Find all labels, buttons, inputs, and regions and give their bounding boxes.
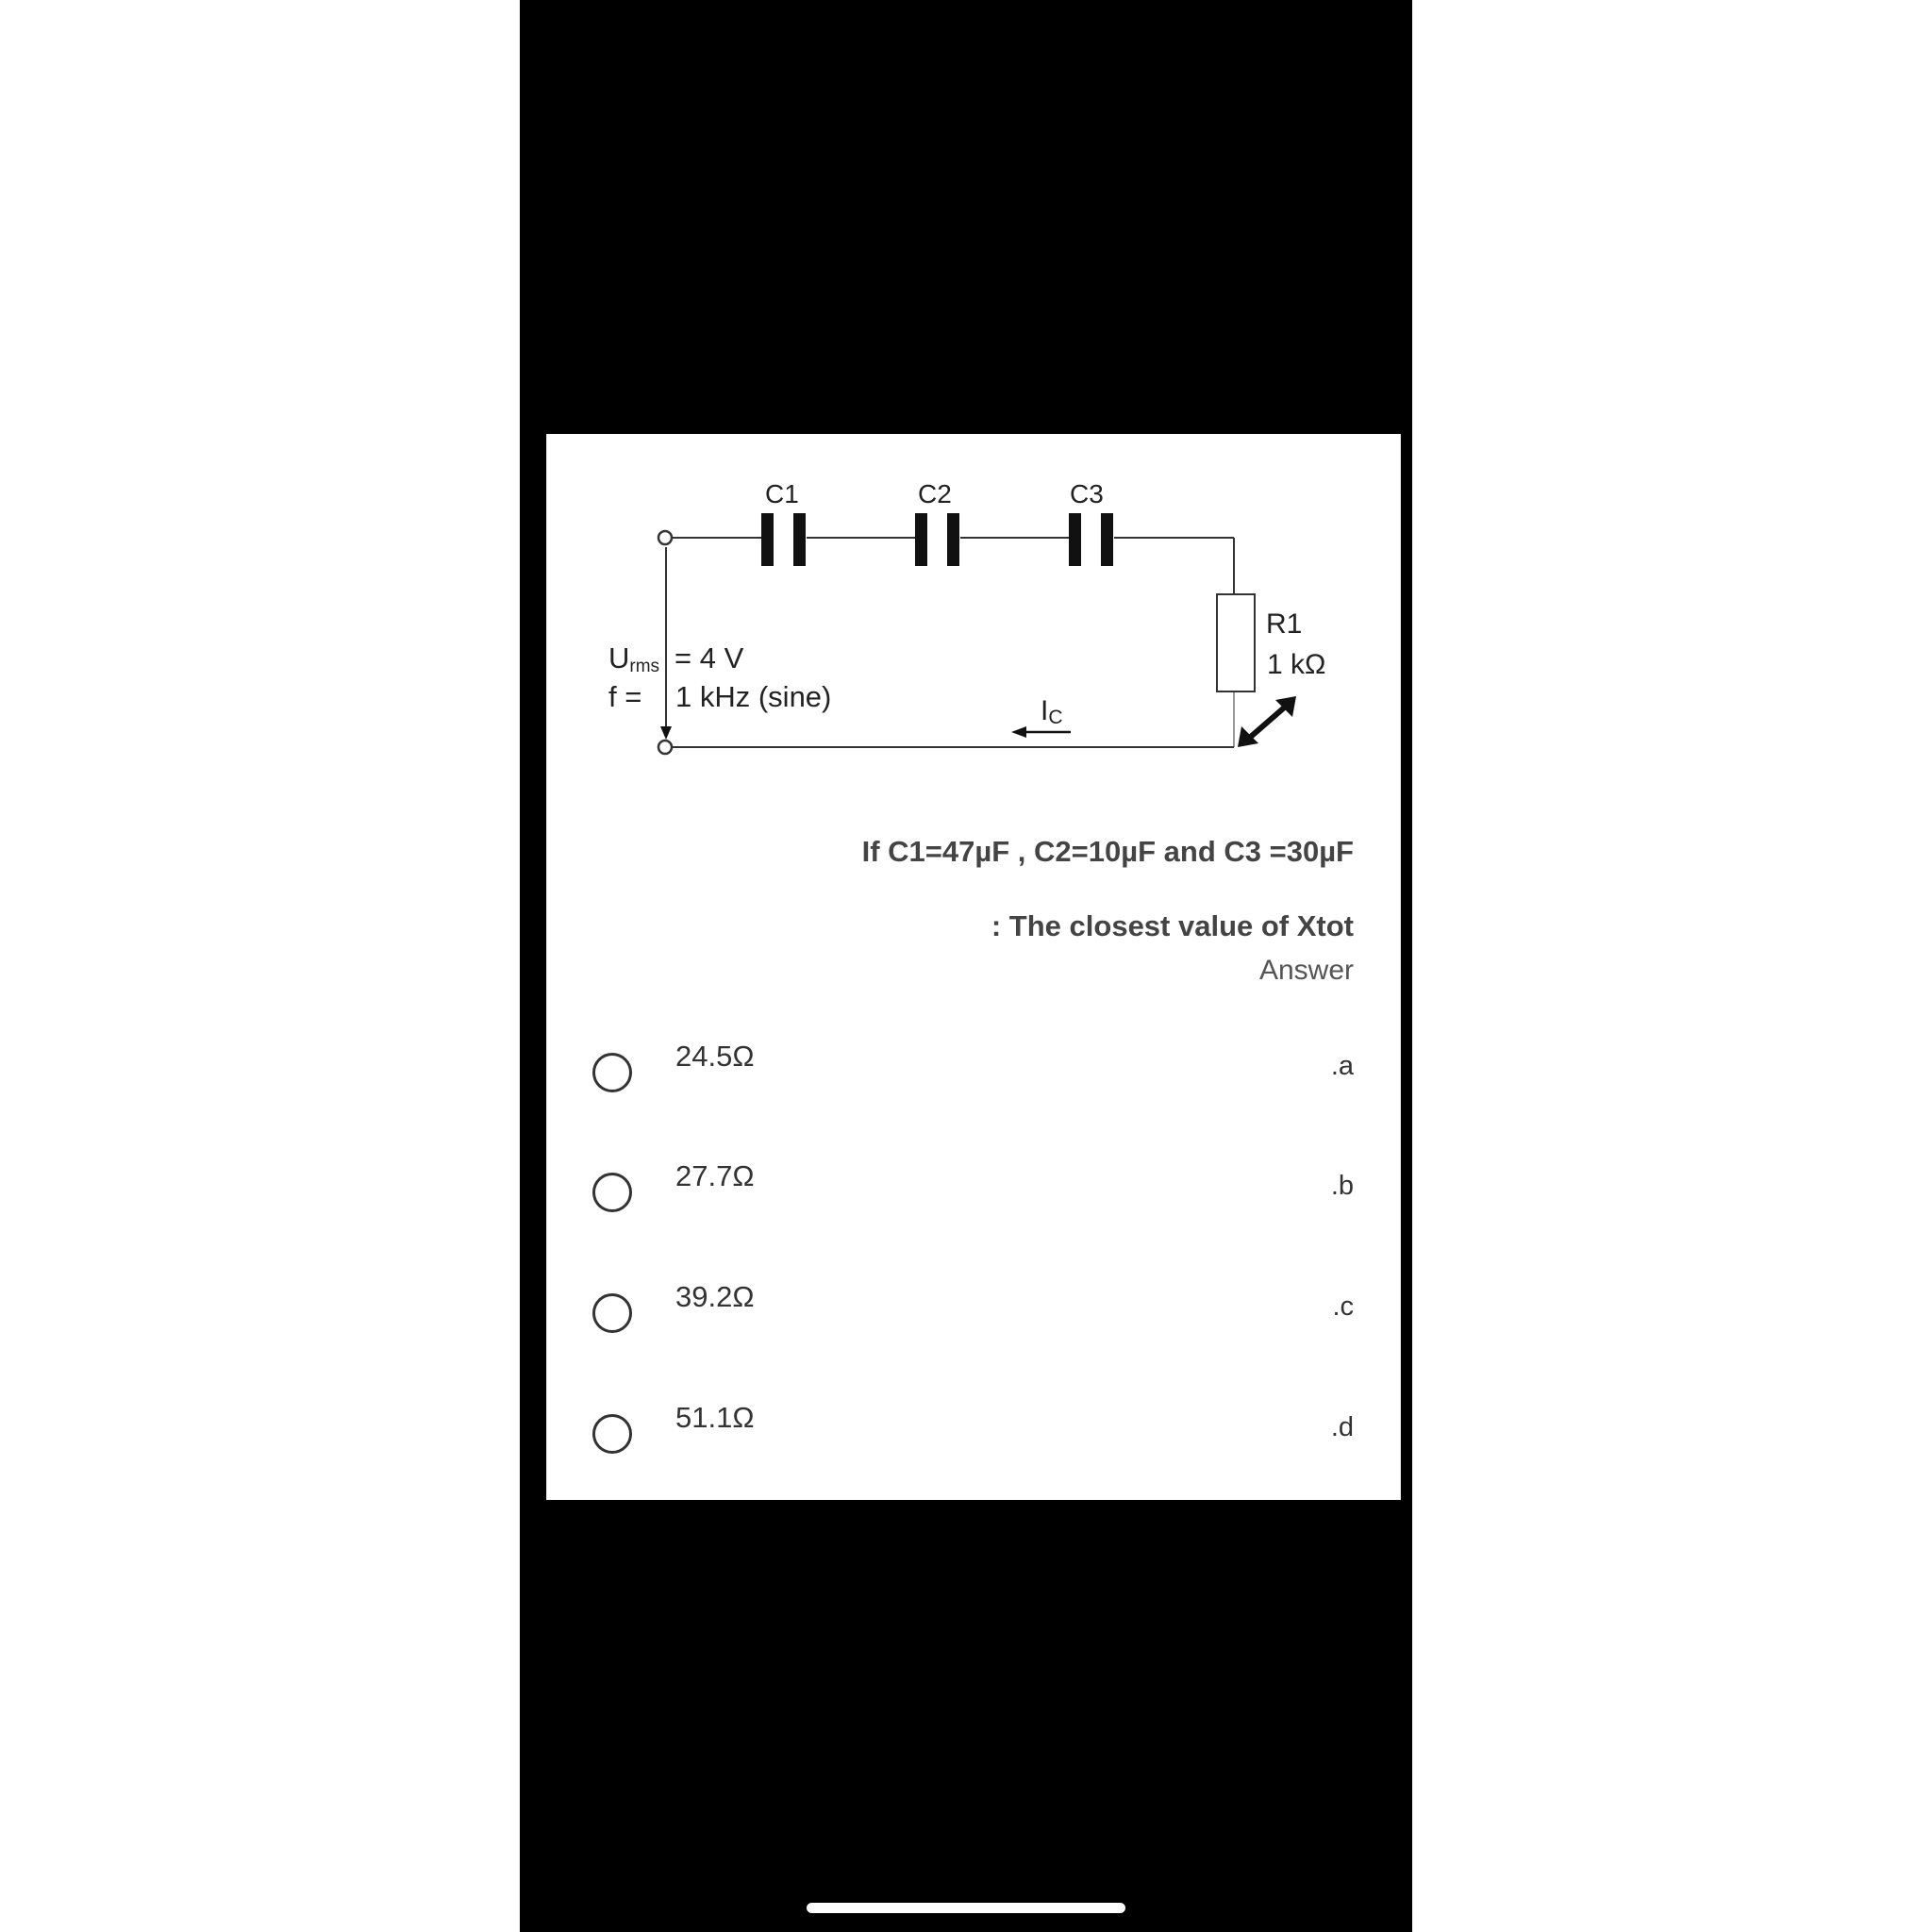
terminal-top bbox=[658, 531, 672, 544]
home-indicator[interactable] bbox=[807, 1903, 1125, 1913]
option-value: 51.1Ω bbox=[675, 1401, 755, 1434]
option-value: 24.5Ω bbox=[675, 1040, 755, 1073]
option-a[interactable] bbox=[585, 1040, 1354, 1106]
option-b[interactable] bbox=[585, 1159, 1354, 1225]
terminal-bottom bbox=[658, 741, 672, 754]
radio-button-d[interactable] bbox=[592, 1414, 632, 1454]
option-c[interactable] bbox=[585, 1280, 1354, 1346]
option-letter: .a bbox=[1330, 1051, 1354, 1081]
c1-label: C1 bbox=[765, 479, 799, 508]
frequency-label: f = bbox=[608, 680, 642, 713]
resistor-r1 bbox=[1217, 594, 1255, 691]
c3-label: C3 bbox=[1070, 479, 1104, 508]
capacitor-c1-plate bbox=[761, 513, 774, 566]
variable-arrow-icon bbox=[1245, 704, 1289, 741]
voltage-label: Urms = 4 V bbox=[608, 641, 744, 676]
option-value: 27.7Ω bbox=[675, 1159, 755, 1192]
option-letter: .d bbox=[1330, 1412, 1354, 1442]
current-label: IC bbox=[1041, 695, 1063, 728]
radio-button-b[interactable] bbox=[592, 1173, 632, 1212]
c2-label: C2 bbox=[918, 479, 952, 508]
radio-button-c[interactable] bbox=[592, 1293, 632, 1333]
r1-label: R1 bbox=[1266, 608, 1303, 640]
radio-button-a[interactable] bbox=[592, 1053, 632, 1092]
capacitor-c2-plate bbox=[915, 513, 927, 566]
capacitor-c3-plate bbox=[1069, 513, 1081, 566]
voltage-arrowhead bbox=[660, 726, 672, 740]
option-d[interactable] bbox=[585, 1401, 1354, 1467]
circuit-diagram bbox=[594, 472, 1330, 774]
option-letter: .c bbox=[1332, 1291, 1354, 1322]
option-value: 39.2Ω bbox=[675, 1280, 755, 1313]
option-letter: .b bbox=[1330, 1171, 1354, 1201]
question-line-1: If C1=47µF , C2=10µF and C3 =30µF bbox=[861, 835, 1354, 868]
answer-label: Answer bbox=[1258, 955, 1354, 986]
r1-value: 1 kΩ bbox=[1267, 649, 1326, 680]
question-line-2: : The closest value of Xtot bbox=[991, 909, 1354, 942]
frequency-value: 1 kHz (sine) bbox=[675, 680, 832, 713]
